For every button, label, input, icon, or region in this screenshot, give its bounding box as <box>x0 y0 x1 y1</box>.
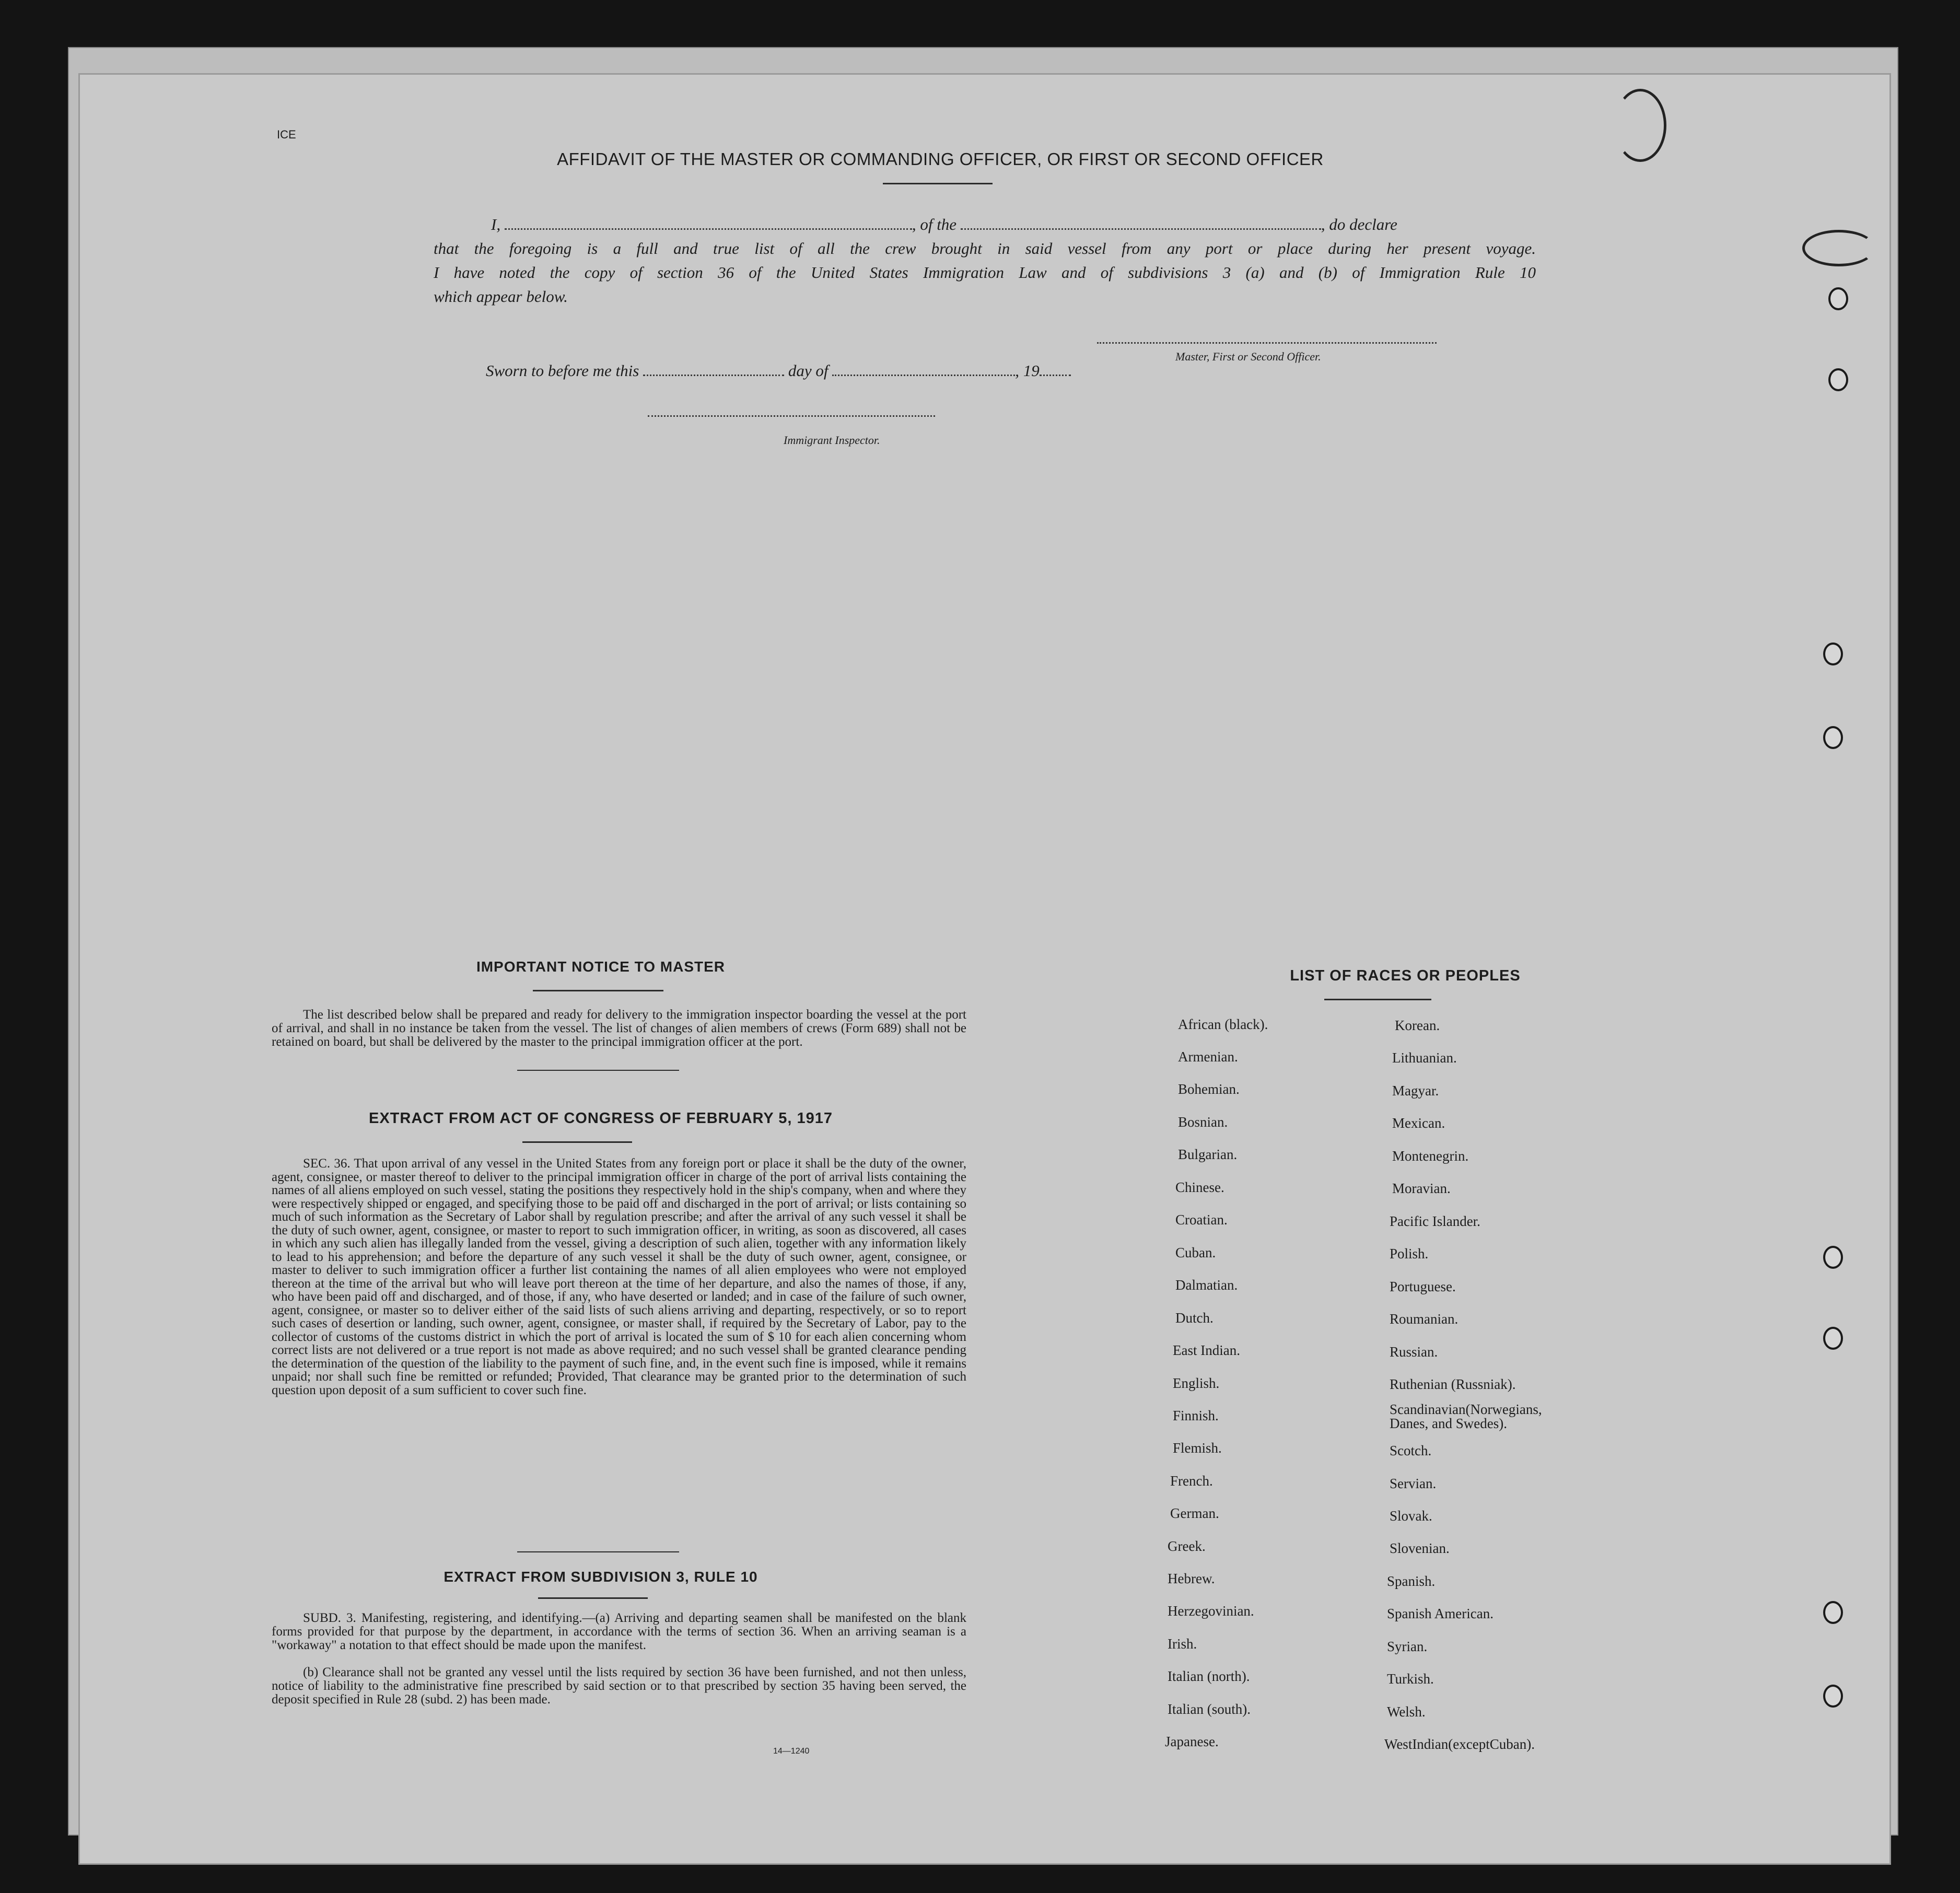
race-item: Korean. <box>1395 1018 1440 1033</box>
race-item: Scandinavian(Norwegians, Danes, and Swedes). <box>1390 1401 1542 1431</box>
race-item: Irish. <box>1168 1636 1197 1652</box>
race-item: Herzegovinian. <box>1168 1603 1254 1619</box>
race-item: Mexican. <box>1392 1115 1445 1131</box>
race-item: Armenian. <box>1178 1049 1238 1065</box>
sworn-year-blank[interactable] <box>1040 375 1071 376</box>
affidavit-do-declare: , do declare <box>1321 215 1397 233</box>
punch-hole-icon <box>1823 642 1843 665</box>
race-item: Slovak. <box>1390 1508 1432 1524</box>
race-item: Dalmatian. <box>1175 1277 1238 1293</box>
extract-rule-body-a: SUBD. 3. Manifesting, registering, and identifying.—(a) Arriving and departing seamen shall be manifested on the blank forms provided for that purpose by the department, in accordance with the terms of section 36. When an arriving seaman is a "workaway" a notation to that effect should be made upon the manifest. <box>272 1611 966 1652</box>
race-item: Spanish American. <box>1387 1606 1494 1621</box>
race-item: Portuguese. <box>1390 1279 1456 1294</box>
punch-hole-icon <box>1823 1327 1843 1350</box>
race-item: Pacific Islander. <box>1390 1213 1480 1229</box>
extract-act-title-rule <box>522 1141 632 1143</box>
extract-rule-title: EXTRACT FROM SUBDIVISION 3, RULE 10 <box>444 1569 758 1585</box>
sworn-line <box>486 361 1071 380</box>
sworn-day-of: day of <box>788 361 829 380</box>
race-item: Roumanian. <box>1390 1311 1459 1327</box>
affidavit-line3: I have noted the copy of section 36 of the United States Immigration Law and of subdivisions 3 (a) and (b) of Immigration Rule 10 <box>434 263 1536 282</box>
handwritten-mark <box>1802 230 1875 266</box>
vessel-blank[interactable] <box>961 228 1321 230</box>
race-item: Dutch. <box>1175 1310 1214 1326</box>
extract-act-title: EXTRACT FROM ACT OF CONGRESS OF FEBRUARY 5, 1917 <box>368 1110 833 1127</box>
race-item: Italian (south). <box>1168 1701 1251 1717</box>
notice-body: The list described below shall be prepared and ready for delivery to the immigration inspector boarding the vessel at the port of arrival, and shall in no instance be taken from the vessel. The list of changes of alien members of crews (Form 689) shall not be retained on board, but shall be delivered by the master to the principal immigration officer at the port. <box>272 1008 966 1049</box>
races-title-rule <box>1324 999 1431 1000</box>
race-item: Bohemian. <box>1178 1081 1240 1097</box>
race-item: Scotch. <box>1390 1443 1432 1458</box>
inspector-caption: Immigrant Inspector. <box>784 434 880 447</box>
master-signature-caption: Master, First or Second Officer. <box>1175 350 1321 363</box>
manifest-page <box>78 73 1891 1865</box>
punch-hole-icon <box>1823 1601 1843 1624</box>
race-item: Polish. <box>1390 1246 1429 1261</box>
form-number: 14—1240 <box>773 1747 810 1756</box>
race-item: Greek. <box>1168 1538 1206 1554</box>
affidavit-line4: which appear below. <box>434 287 568 306</box>
race-item: Servian. <box>1390 1476 1437 1491</box>
race-item: Croatian. <box>1175 1212 1228 1228</box>
race-item: Magyar. <box>1392 1083 1439 1099</box>
punch-hole-icon <box>1823 726 1843 749</box>
race-item: Turkish. <box>1387 1671 1434 1687</box>
race-item: Syrian. <box>1387 1639 1428 1654</box>
races-title: LIST OF RACES OR PEOPLES <box>1290 967 1521 984</box>
sworn-date-blank[interactable] <box>643 375 784 376</box>
race-item: German. <box>1170 1505 1219 1521</box>
race-item: Russian. <box>1390 1344 1438 1360</box>
sworn-prefix: Sworn to before me this <box>486 361 639 380</box>
race-item: Welsh. <box>1387 1704 1426 1720</box>
handwritten-mark <box>1614 89 1666 162</box>
race-item: Cuban. <box>1175 1245 1216 1260</box>
race-item: French. <box>1170 1473 1213 1489</box>
race-item: English. <box>1173 1375 1220 1391</box>
master-signature-line[interactable] <box>1097 342 1437 344</box>
inspector-signature-line[interactable] <box>648 415 935 417</box>
race-item: Hebrew. <box>1168 1571 1215 1586</box>
race-item: Italian (north). <box>1168 1668 1250 1684</box>
affidavit-title-rule <box>883 183 993 184</box>
extract-rule-top-rule <box>517 1551 679 1552</box>
extract-rule-title-rule <box>538 1597 648 1599</box>
race-item: Slovenian. <box>1390 1540 1450 1556</box>
notice-title-rule <box>533 990 663 991</box>
race-item: Finnish. <box>1173 1408 1219 1423</box>
race-item: Flemish. <box>1173 1440 1222 1456</box>
punch-hole-icon <box>1823 1246 1843 1269</box>
extract-rule-body-b: (b) Clearance shall not be granted any vessel until the lists required by section 36 have been furnished, and not then unless, notice of liability to the administrative fine prescribed by said section or to that prescribed by section 35 having been served, the deposit specified in Rule 28 (subd. 2) has been made. <box>272 1665 966 1707</box>
race-item: Spanish. <box>1387 1573 1436 1589</box>
race-item: Lithuanian. <box>1392 1050 1457 1066</box>
race-item: Japanese. <box>1165 1734 1219 1749</box>
corner-stamp: ICE <box>277 128 296 141</box>
race-item: African (black). <box>1178 1016 1268 1032</box>
race-item: Montenegrin. <box>1392 1148 1469 1164</box>
punch-hole-icon <box>1823 1685 1843 1708</box>
affidavit-line2: that the foregoing is a full and true list of all the crew brought in said vessel from any port or place during her present voyage. <box>434 239 1536 258</box>
affidavit-i: I, <box>491 215 501 233</box>
extract-act-body: SEC. 36. That upon arrival of any vessel in the United States from any foreign port or place it shall be the duty of the owner, agent, consignee, or master thereof to deliver to the principal immigration officer in charge of the port of arrival lists containing the names of all aliens employed on such vessel, stating the positions they respectively hold in the ship's company, when and where they were respectively shipped or engaged, and specifying those to be paid off and discharged in the port of arrival; or lists containing so much of such information as the Secretary of Labor shall by regulation prescribe; and after the arrival of any such vessel it shall be the duty of such owner, agent, consignee, or master to report to such immigration officer, in writing, as soon as discovered, all cases in which any such alien has illegally landed from the vessel, giving a description of such alien, together with any information likely to lead to his apprehension; and before the departure of any such vessel it shall be the duty of such owner, agent, consignee, or master to deliver to such immigration officer a further list containing the names of all alien employees who were not employed thereon at the time of the arrival but who will leave port thereon at the time of her departure, and also the names of those, if any, who have been paid off and discharged, and of those, if any, who have deserted or landed; and in case of the failure of such owner, agent, consignee, or master so to deliver either of the said lists of such aliens arriving and departing, respectively, or so to report such cases of desertion or landing, such owner, agent, consignee, or master shall, if required by the Secretary of Labor, pay to the collector of customs of the customs district in which the port of arrival is located the sum of $ 10 for each alien concerning whom correct lists are not delivered or a true report is not made as above required; and no such vessel shall be granted clearance pending the determination of the question of the liability to the payment of such fine, and, in the event such fine is imposed, while it remains unpaid; nor shall such fine be remitted or refunded; Provided, That clearance may be granted prior to the determination of such question upon deposit of a sum sufficient to cover such fine. <box>272 1156 966 1397</box>
name-blank[interactable] <box>505 228 912 230</box>
race-item: Ruthenian (Russniak). <box>1390 1376 1516 1392</box>
punch-hole-icon <box>1828 368 1848 391</box>
notice-end-rule <box>517 1070 679 1071</box>
race-item: East Indian. <box>1173 1342 1240 1358</box>
race-item: Bulgarian. <box>1178 1147 1238 1162</box>
affidavit-of-the: , of the <box>912 215 957 233</box>
race-item: Bosnian. <box>1178 1114 1228 1130</box>
race-item: WestIndian(exceptCuban). <box>1384 1736 1535 1752</box>
sworn-year: , 19 <box>1015 361 1040 380</box>
race-item: Chinese. <box>1175 1179 1224 1195</box>
sworn-month-blank[interactable] <box>832 375 1015 376</box>
affidavit-title: AFFIDAVIT OF THE MASTER OR COMMANDING OFFICER, OR FIRST OR SECOND OFFICER <box>557 149 1324 169</box>
affidavit-line1 <box>491 215 1536 234</box>
notice-title: IMPORTANT NOTICE TO MASTER <box>476 959 726 975</box>
punch-hole-icon <box>1828 287 1848 310</box>
race-item: Moravian. <box>1392 1181 1451 1196</box>
